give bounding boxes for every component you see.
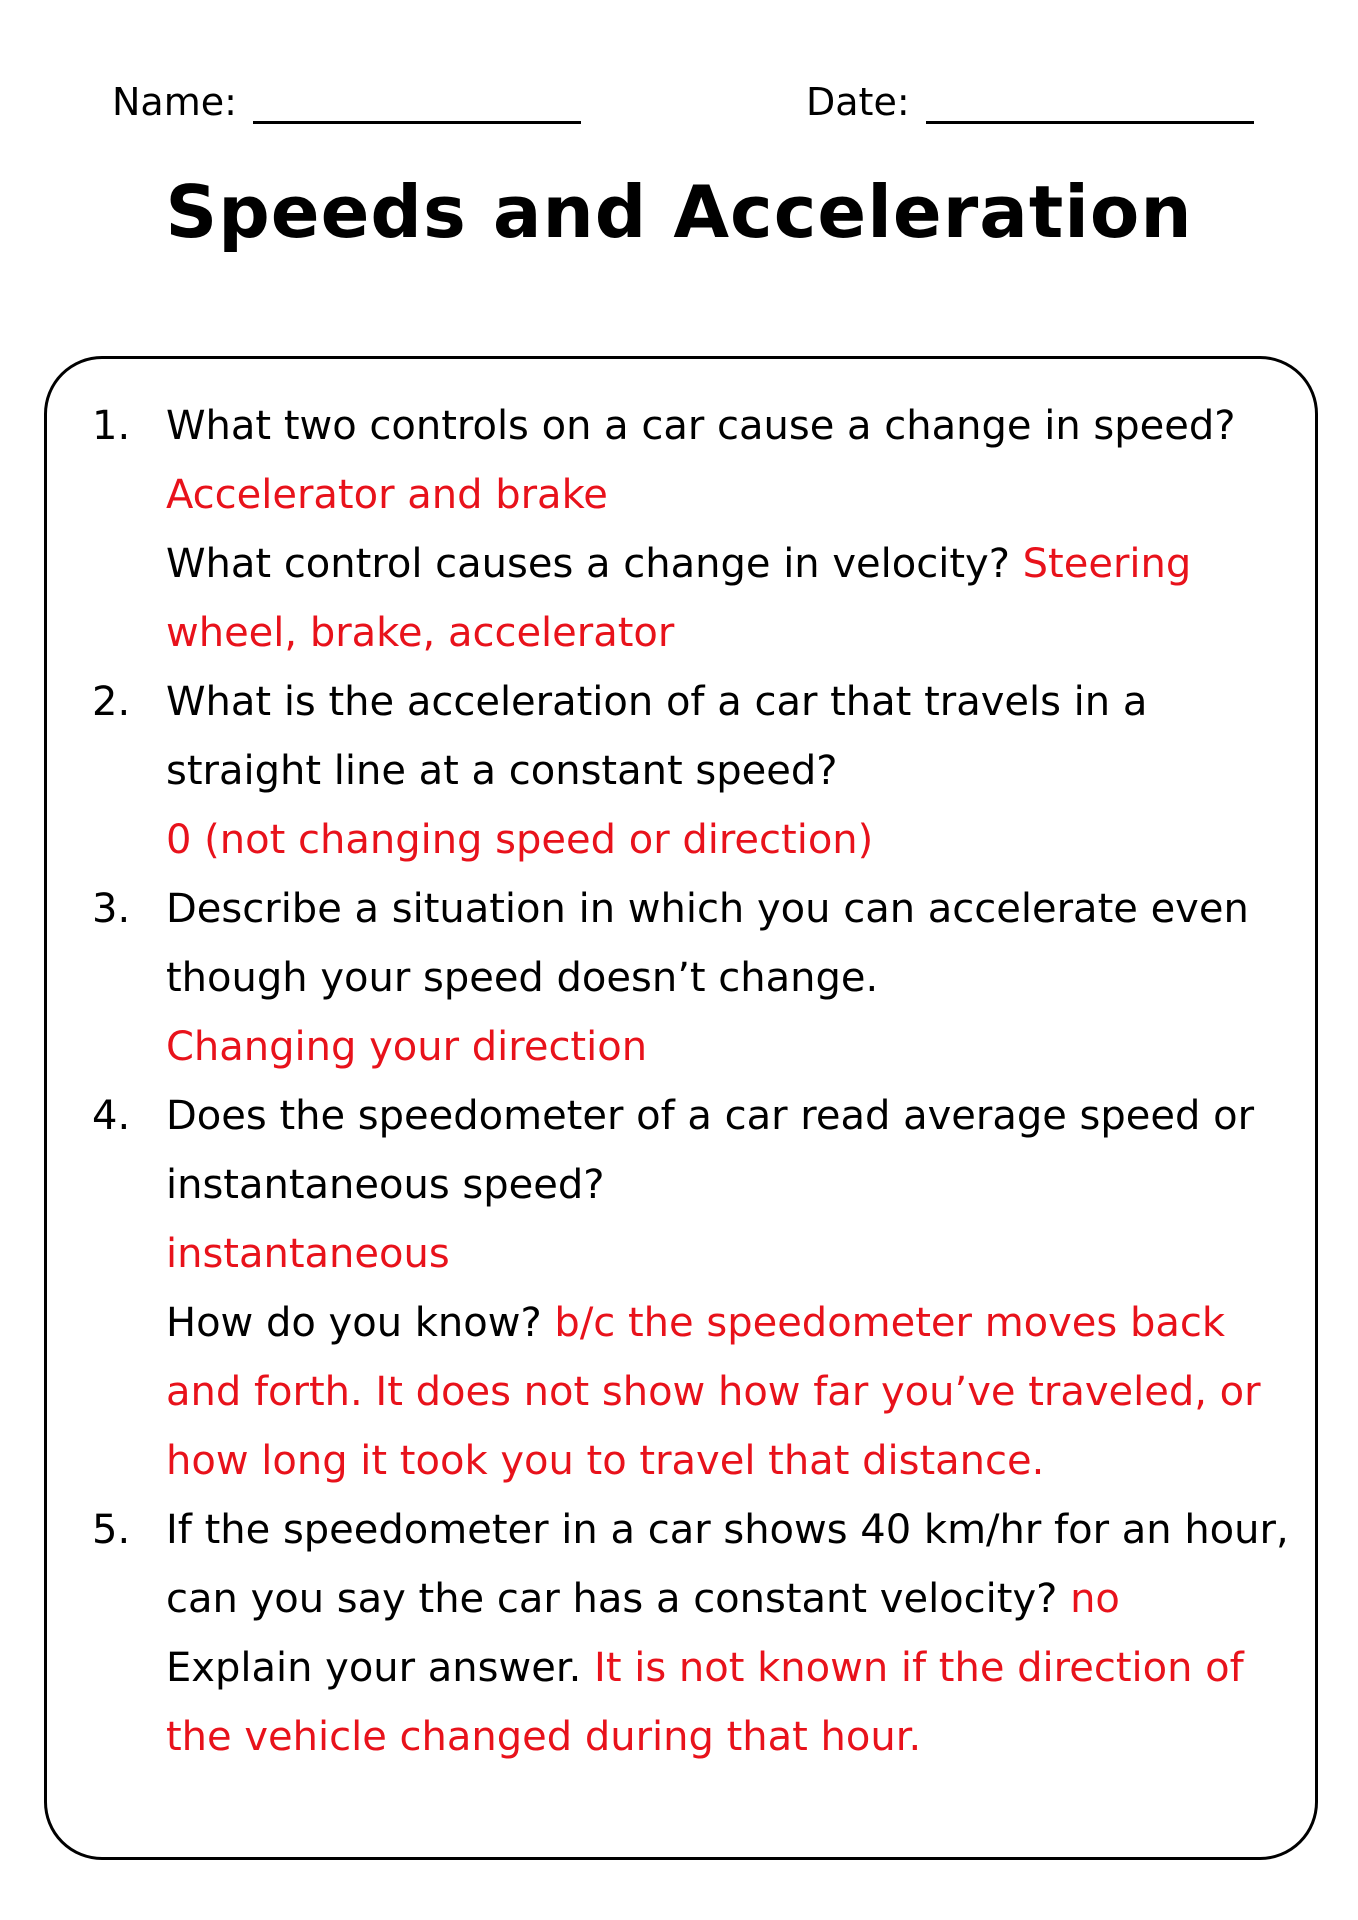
answer-text: 0 (not changing speed or direction): [166, 817, 874, 863]
answer-text: b/c the speedometer moves back and forth. It does not show how far you’ve traveled, or how long it took you to travel that distance.: [166, 1300, 1261, 1484]
question-prompt: What is the acceleration of a car that travels in a straight line at a constant speed?: [166, 679, 1148, 794]
question-5: [92, 1496, 1292, 1772]
question-text: [166, 1634, 1292, 1772]
question-prompt: Explain your answer.: [166, 1645, 582, 1691]
answer-text: instantaneous: [166, 1231, 450, 1277]
question-1: [92, 392, 1292, 668]
name-label: Name:: [112, 80, 237, 124]
question-text: [166, 530, 1292, 668]
question-2: [92, 668, 1292, 875]
question-number: 5.: [92, 1507, 131, 1553]
worksheet-title: Speeds and Acceleration: [165, 170, 1193, 254]
question-prompt: What control causes a change in velocity?: [166, 541, 1010, 587]
date-blank-line[interactable]: [926, 83, 1254, 124]
question-prompt: Describe a situation in which you can accelerate even though your speed doesn’t change.: [166, 886, 1249, 1001]
question-prompt: Does the speedometer of a car read average speed or instantaneous speed?: [166, 1093, 1255, 1208]
question-prompt: How do you know?: [166, 1300, 542, 1346]
question-text: [166, 392, 1292, 530]
date-field: [806, 80, 1254, 124]
header-row: [0, 80, 1358, 140]
answer-text: Changing your direction: [166, 1024, 648, 1070]
question-3: [92, 875, 1292, 1082]
question-number: 4.: [92, 1093, 131, 1139]
answer-text: Steering wheel, brake, accelerator: [166, 541, 1192, 656]
answer-text: no: [1070, 1576, 1120, 1622]
question-prompt: What two controls on a car cause a change in speed?: [166, 403, 1236, 449]
question-prompt: If the speedometer in a car shows 40 km/hr for an hour, can you say the car has a constant velocity?: [166, 1507, 1289, 1622]
answer-text: Accelerator and brake: [166, 472, 608, 518]
question-number: 1.: [92, 403, 131, 449]
date-label: Date:: [806, 80, 910, 124]
name-field: [112, 80, 581, 124]
question-number: 3.: [92, 886, 131, 932]
question-list: [92, 392, 1292, 1772]
question-4: [92, 1082, 1292, 1496]
name-blank-line[interactable]: [253, 83, 581, 124]
question-text: [166, 1289, 1292, 1496]
question-number: 2.: [92, 679, 131, 725]
question-text: [166, 1496, 1292, 1634]
answer-text: It is not known if the direction of the vehicle changed during that hour.: [166, 1645, 1244, 1760]
